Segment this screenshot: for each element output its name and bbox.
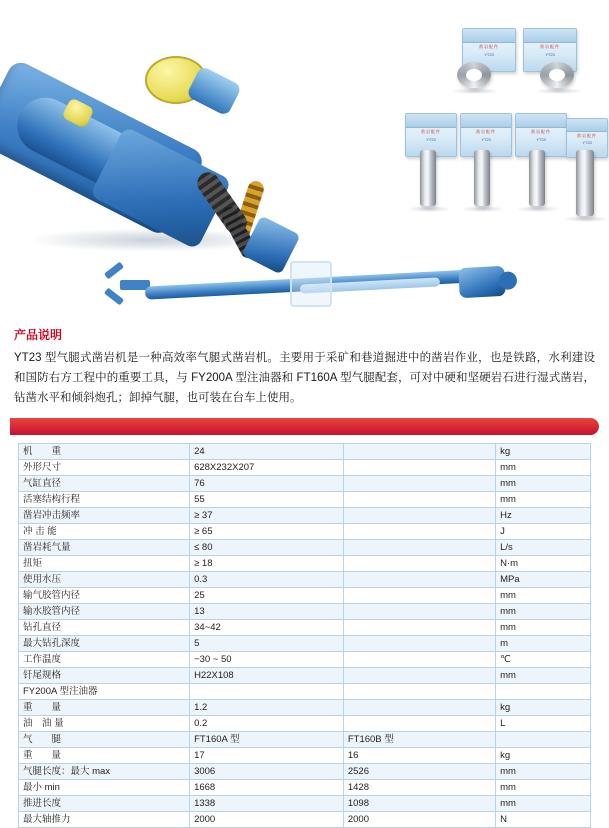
spec-row-unit: mm [496,620,591,636]
spec-row-value-2: 2526 [343,764,495,780]
spec-row-value-1: 25 [190,588,344,604]
table-row [19,476,591,492]
part-shadow [536,88,582,94]
spec-row-value-1: 55 [190,492,344,508]
spec-row-value-1: 3006 [190,764,344,780]
spec-row-label: 重 量 [19,748,190,764]
spec-row-unit: J [496,524,591,540]
spec-row-value-2 [343,524,495,540]
table-row [19,636,591,652]
spec-row-label: 输气胶管内径 [19,588,190,604]
spec-row-unit: N [496,812,591,828]
spec-row-label: 钻孔直径 [19,620,190,636]
box-label: 凿岩配件 [531,129,551,135]
spec-row-value-2 [343,652,495,668]
spec-row-value-1: 0.3 [190,572,344,588]
table-row [19,572,591,588]
specification-table [18,443,591,828]
spec-row-value-1: 628X232X207 [190,460,344,476]
spec-row-unit: mm [496,588,591,604]
spec-row-value-1: 5 [190,636,344,652]
spec-row-value-2: 1428 [343,780,495,796]
spec-row-label: 使用水压 [19,572,190,588]
red-divider-banner [10,418,599,435]
box-sublabel: YT23 [481,136,491,142]
box-sublabel: YT23 [426,136,436,142]
box-lid [567,119,607,132]
spec-row-label: 气 腿 [19,732,190,748]
spec-row-unit: Hz [496,508,591,524]
drill-bit-ring-part [540,62,574,88]
drill-bit-ring-part [457,62,491,88]
box-label: 凿岩配件 [479,44,499,50]
spec-row-value-1: 1.2 [190,700,344,716]
spec-row-value-1: 34~42 [190,620,344,636]
table-row [19,620,591,636]
spec-row-value-2 [343,604,495,620]
spec-row-value-1: 24 [190,444,344,460]
spec-row-value-2 [343,444,495,460]
spec-row-unit: mm [496,476,591,492]
spec-row-label: 活塞结构行程 [19,492,190,508]
spec-row-value-2: 16 [343,748,495,764]
spec-row-label: 最大钻孔深度 [19,636,190,652]
spec-row-value-2 [343,620,495,636]
table-row [19,508,591,524]
spec-row-unit: mm [496,668,591,684]
spec-row-value-2 [343,588,495,604]
shank-adapter-part [420,150,436,206]
spec-row-label: 凿岩冲击频率 [19,508,190,524]
part-shadow [408,206,450,212]
spec-row-value-2 [343,476,495,492]
box-lid [463,29,515,43]
air-leg-head [458,266,506,298]
spec-row-value-1 [190,684,344,700]
table-row [19,556,591,572]
box-lid [461,114,511,128]
box-sublabel: YT23 [582,139,592,145]
box-label: 凿岩配件 [476,129,496,135]
spec-row-value-1: 1668 [190,780,344,796]
spec-row-value-2: 2000 [343,812,495,828]
table-row [19,524,591,540]
spec-row-unit: kg [496,748,591,764]
spec-row-value-2 [343,460,495,476]
table-row [19,604,591,620]
spec-row-unit [496,684,591,700]
table-row [19,652,591,668]
part-shadow [462,206,504,212]
spec-row-unit: MPa [496,572,591,588]
spec-row-value-1: 13 [190,604,344,620]
spec-row-label: 凿岩耗气量 [19,540,190,556]
spec-row-unit: mm [496,764,591,780]
spec-row-label: 机 重 [19,444,190,460]
table-row [19,764,591,780]
table-row [19,796,591,812]
spec-row-label: 冲 击 能 [19,524,190,540]
box-lid [524,29,576,43]
description-section [0,318,609,408]
part-shadow [452,88,498,94]
spec-row-unit: mm [496,780,591,796]
spec-row-value-1: 76 [190,476,344,492]
spec-row-unit [496,732,591,748]
spec-row-value-2 [343,716,495,732]
spec-row-value-1: 0.2 [190,716,344,732]
box-label: 凿岩配件 [421,129,441,135]
spec-row-label: 推进长度 [19,796,190,812]
spec-row-unit: mm [496,460,591,476]
spec-row-value-1: ≥ 37 [190,508,344,524]
table-row [19,700,591,716]
spec-row-value-2: FT160B 型 [343,732,495,748]
box-sublabel: YT23 [484,51,494,57]
part-shadow [564,216,608,222]
box-lid [406,114,456,128]
spec-row-label: 油 油 量 [19,716,190,732]
spec-row-label: 扭矩 [19,556,190,572]
spec-row-unit: ℃ [496,652,591,668]
table-row [19,684,591,700]
table-row [19,812,591,828]
air-leg-illustration [100,255,510,315]
box-label: 凿岩配件 [577,132,597,138]
spec-row-value-1: −30 ~ 50 [190,652,344,668]
spec-row-label: 钎尾规格 [19,668,190,684]
table-row [19,492,591,508]
spec-row-value-1: ≤ 80 [190,540,344,556]
box-sublabel: YT23 [536,136,546,142]
table-row [19,588,591,604]
spec-row-value-2 [343,684,495,700]
drill-shadow [25,228,275,252]
table-row [19,540,591,556]
spec-row-value-2 [343,556,495,572]
table-row [19,460,591,476]
shank-adapter-part [474,150,490,206]
table-row [19,780,591,796]
spec-row-value-2 [343,700,495,716]
spec-row-unit: L/s [496,540,591,556]
spec-row-unit: mm [496,796,591,812]
spec-row-value-2 [343,572,495,588]
spec-row-label: 重 量 [19,700,190,716]
spec-row-label: 外形尺寸 [19,460,190,476]
spec-row-label: FY200A 型注油器 [19,684,190,700]
spec-row-label: 最大轴推力 [19,812,190,828]
spec-row-value-1: FT160A 型 [190,732,344,748]
spec-row-value-2: 1098 [343,796,495,812]
box-sublabel: YT23 [545,51,555,57]
spec-row-value-2 [343,508,495,524]
table-row [19,716,591,732]
box-label: 凿岩配件 [540,44,560,50]
spec-row-value-1: H22X108 [190,668,344,684]
spec-row-label: 输水胶管内径 [19,604,190,620]
air-leg-claw-foot [104,267,148,303]
table-row [19,748,591,764]
spec-row-label: 工作温度 [19,652,190,668]
spec-row-unit: mm [496,604,591,620]
spec-row-value-2 [343,668,495,684]
spec-row-unit: L [496,716,591,732]
spec-row-value-1: ≥ 65 [190,524,344,540]
shank-adapter-part [529,150,545,206]
spec-row-unit: mm [496,492,591,508]
spec-row-unit: m [496,636,591,652]
spec-row-value-1: ≥ 18 [190,556,344,572]
spec-row-unit: kg [496,700,591,716]
spec-row-unit: N·m [496,556,591,572]
spec-row-unit: kg [496,444,591,460]
table-row [19,444,591,460]
spec-row-value-1: 2000 [190,812,344,828]
description-title: 产品说明 [14,328,63,342]
shank-adapter-part [576,150,594,216]
spec-row-value-1: 1338 [190,796,344,812]
spec-row-value-2 [343,540,495,556]
spec-row-value-1: 17 [190,748,344,764]
part-shadow [517,206,559,212]
air-leg-clamp [290,261,332,307]
spec-row-value-2 [343,492,495,508]
table-row [19,732,591,748]
description-text: YT23 型气腿式凿岩机是一种高效率气腿式凿岩机。主要用于采矿和巷道掘进中的凿岩作业，也是铁路，水利建设和国防右方工程中的重要工具，与 FY200A 型注油器和 FT160A 型气腿配套，可对中硬和坚硬岩石进行湿式凿岩，钻凿水平和倾斜炮孔；卸掉气腿，也可装在台车上使用。 [14,352,595,405]
spec-row-label: 气缸直径 [19,476,190,492]
product-photo-area [0,0,609,318]
spec-row-label: 最小 min [19,780,190,796]
spec-row-value-2 [343,636,495,652]
rock-drill-illustration [5,18,335,268]
table-row [19,668,591,684]
box-lid [516,114,566,128]
spec-row-label: 气腿长度：最大 max [19,764,190,780]
